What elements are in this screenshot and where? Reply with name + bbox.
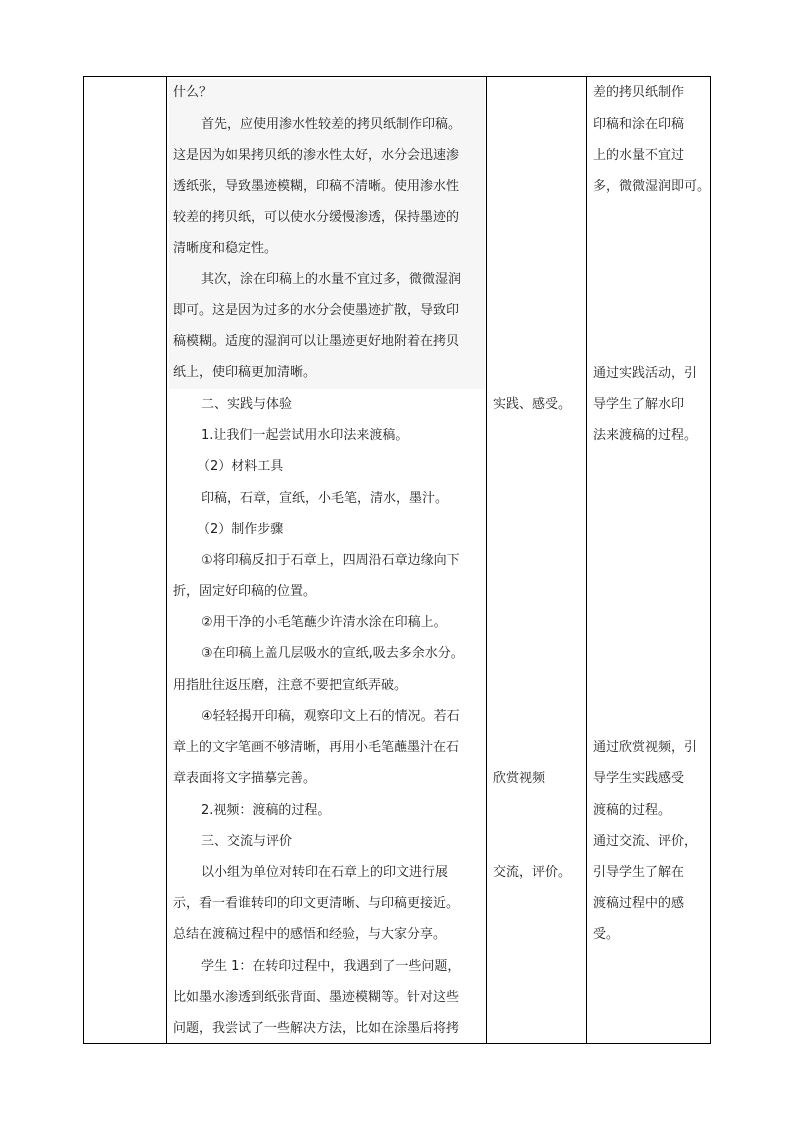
content-line: 学生 1：在转印过程中，我遇到了一些问题，: [201, 959, 461, 974]
content-column: [167, 77, 486, 1043]
intent-column: [587, 77, 710, 1043]
intent-line: 导学生了解水印: [593, 397, 685, 412]
content-line: 什么？: [173, 85, 213, 100]
content-line: （2）制作步骤: [197, 522, 284, 537]
content-line: 较差的拷贝纸，可以使水分缓慢渗透，保持墨迹的: [173, 210, 460, 225]
intent-line: 受。: [593, 927, 620, 942]
intent-line: 渡稿过程中的感: [593, 896, 685, 911]
intent-line: 印稿和涂在印稿: [593, 117, 685, 132]
content-line: 问题，我尝试了一些解决方法，比如在涂墨后将拷: [173, 1021, 460, 1036]
content-line: 其次，涂在印稿上的水量不宜过多，微微湿润: [201, 272, 462, 287]
content-line: 首先，应使用渗水性较差的拷贝纸制作印稿。: [201, 117, 462, 132]
intent-line: 多，微微湿润即可。: [593, 179, 711, 194]
content-line: 总结在渡稿过程中的感悟和经验，与大家分享。: [173, 927, 447, 942]
intent-line: 差的拷贝纸制作: [593, 85, 685, 100]
content-line: 这是因为如果拷贝纸的渗水性太好，水分会迅速渗: [173, 148, 460, 163]
intent-line: 通过实践活动，引: [593, 366, 698, 381]
content-line: 章上的文字笔画不够清晰，再用小毛笔蘸墨汁在石: [173, 740, 460, 755]
content-line: 即可。这是因为过多的水分会使墨迹扩散，导致印: [173, 303, 460, 318]
lesson-table: [83, 76, 711, 1044]
activity-item: 实践、感受。: [493, 397, 572, 412]
content-line: 清晰度和稳定性。: [173, 241, 278, 256]
intent-line: 渡稿的过程。: [593, 803, 672, 818]
activity-item: 欣赏视频: [493, 771, 546, 786]
content-line: ②用干净的小毛笔蘸少许清水涂在印稿上。: [201, 615, 447, 630]
content-line: 折，固定好印稿的位置。: [173, 584, 317, 599]
content-line: ④轻轻揭开印稿，观察印文上石的情况。若石: [201, 709, 460, 724]
intent-line: 引导学生了解在: [593, 865, 685, 880]
content-line: 印稿，石章，宣纸，小毛笔，清水，墨汁。: [201, 491, 449, 506]
intent-line: 法来渡稿的过程。: [593, 428, 698, 443]
content-line: 示，看一看谁转印的印文更清晰、与印稿更接近。: [173, 896, 460, 911]
intent-line: 导学生实践感受: [593, 771, 685, 786]
content-line: 用指肚往返压磨，注意不要把宣纸弄破。: [173, 678, 408, 693]
content-line: ①将印稿反扣于石章上，四周沿石章边缘向下: [201, 553, 460, 568]
intent-line: 上的水量不宜过: [593, 148, 685, 163]
intent-line: 通过交流、评价，: [593, 834, 698, 849]
content-line: （2）材料工具: [197, 459, 284, 474]
intent-line: 通过欣赏视频，引: [593, 740, 698, 755]
activity-item: 交流，评价。: [493, 865, 572, 880]
activity-column: [487, 77, 586, 1043]
content-line: 比如墨水渗透到纸张背面、墨迹模糊等。针对这些: [173, 990, 460, 1005]
content-line: 1.让我们一起尝试用水印法来渡稿。: [201, 428, 409, 443]
content-line: 以小组为单位对转印在石章上的印文进行展: [201, 865, 449, 880]
content-line: 稿模糊。适度的湿润可以让墨迹更好地附着在拷贝: [173, 334, 460, 349]
content-line: 纸上，使印稿更加清晰。: [173, 365, 317, 380]
content-line: 2.视频：渡稿的过程。: [201, 803, 331, 818]
content-line: 三、交流与评价: [201, 834, 293, 849]
content-line: 二、实践与体验: [201, 397, 293, 412]
content-line: 透纸张，导致墨迹模糊，印稿不清晰。使用渗水性: [173, 179, 460, 194]
content-line: ③在印稿上盖几层吸水的宣纸,吸去多余水分。: [201, 646, 464, 661]
content-line: 章表面将文字描摹完善。: [173, 771, 317, 786]
